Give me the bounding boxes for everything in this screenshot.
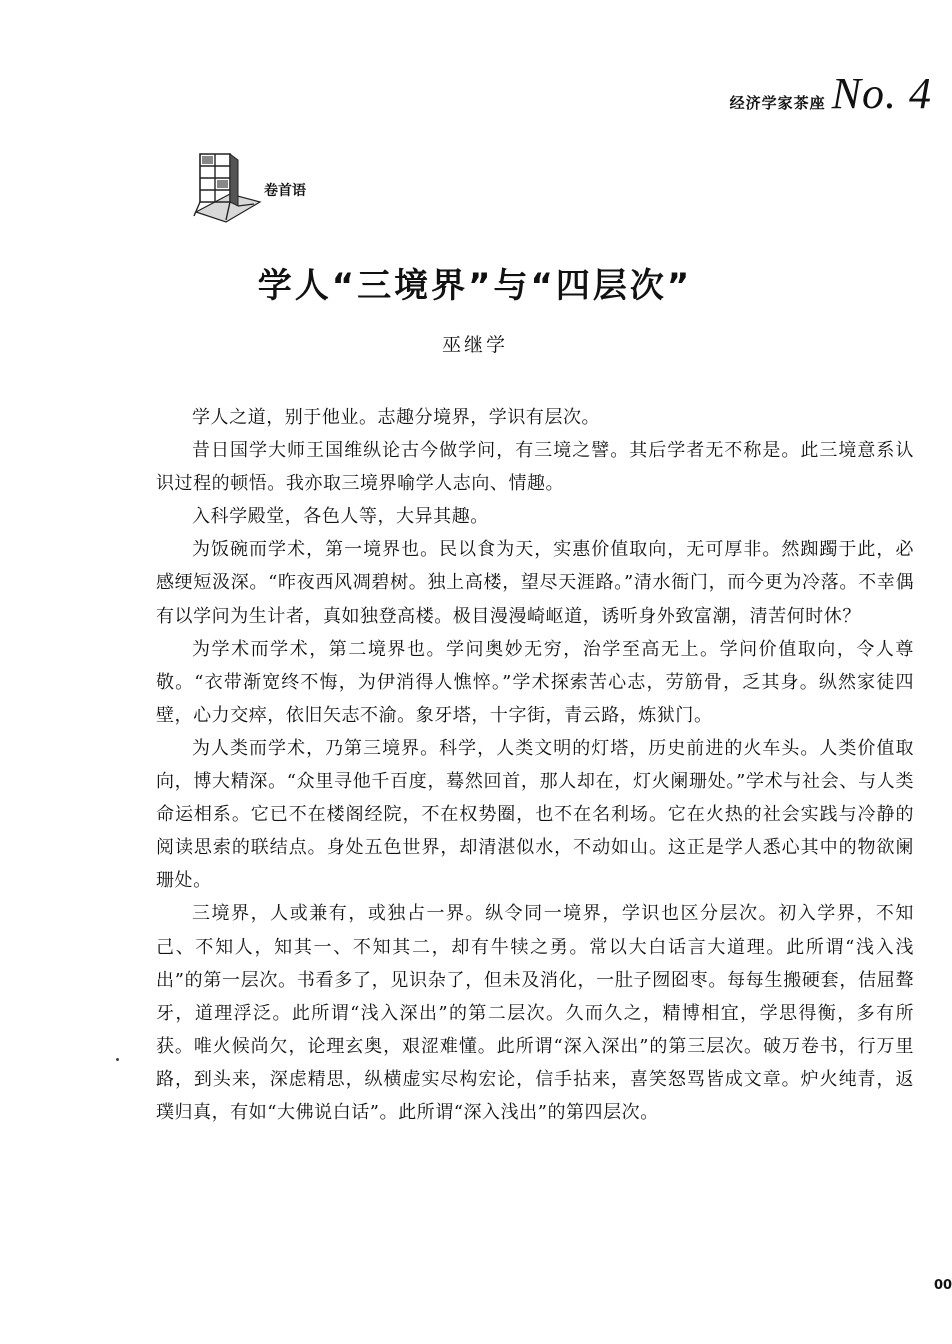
paragraph: 学人之道，别于他业。志趣分境界，学识有层次。: [192, 407, 601, 428]
paragraph: 为学术而学术，第二境界也。学问奥妙无穷，治学至高无上。学问价值取向，令人尊敬。“衣带渐宽终不悔，为伊消得人憔悴。”学术探索苦心志，劳筋骨，乏其身。纵然家徒四壁，心力交瘁，依旧矢志不渝。象牙塔，十字街，青云路，炼狱门。: [156, 638, 914, 726]
series-title: 经济学家茶座: [729, 94, 826, 112]
page-number: 00: [934, 1278, 952, 1293]
author-name: 巫继学: [441, 334, 508, 356]
article-title: 学人“三境界”与“四层次”: [257, 266, 693, 306]
paragraph: 昔日国学大师王国维纵论古今做学问，有三境之譬。其后学者无不称是。此三境意系认识过程的顿悟。我亦取三境界喻学人志向、情趣。: [156, 440, 914, 495]
paragraph: 为饭碗而学术，第一境界也。民以食为天，实惠价值取向，无可厚非。然踟躅于此，必感绠短汲深。“昨夜西风凋碧树。独上高楼，望尽天涯路。”清水衙门，而今更为冷落。不幸偶有以学问为生计者，真如独登高楼。极目漫漫崎岖道，诱听身外致富潮，清苦何时休？: [156, 539, 914, 627]
issue-number: No. 4: [831, 69, 932, 118]
paragraph: 为人类而学术，乃第三境界。科学，人类文明的灯塔，历史前进的火车头。人类价值取向，博大精深。“众里寻他千百度，蓦然回首，那人却在，灯火阑珊处。”学术与社会、与人类命运相系。它已不在楼阁经院，不在权势圈，也不在名利场。它在火热的社会实践与冷静的阅读思索的联结点。身处五色世界，却清湛似水，不动如山。这正是学人悉心其中的物欲阑珊处。: [156, 737, 914, 892]
column-logo-icon: [190, 150, 266, 226]
column-label: 卷首语: [264, 183, 306, 199]
paragraph: 入科学殿堂，各色人等，大异其趣。: [192, 506, 489, 528]
article-body: [156, 401, 914, 1129]
paragraph: 三境界，人或兼有，或独占一界。纵令同一境界，学识也区分层次。初入学界，不知己、不知人，知其一、不知其二，却有牛犊之勇。常以大白话言大道理。此所谓“浅入浅出”的第一层次。书看多了，见识杂了，但未及消化，一肚子囫囵枣。每每生搬硬套，佶屈聱牙，道理浮泛。此所谓“浅入深出”的第二层次。久而久之，精博相宜，学思得衡，多有所获。唯火候尚欠，论理玄奥，艰涩难懂。此所谓“深入深出”的第三层次。破万卷书，行万里路，到头来，深虑精思，纵横虚实尽构宏论，信手拈来，喜笑怒骂皆成文章。炉火纯青，返璞归真，有如“大佛说白话”。此所谓“深入浅出”的第四层次。: [156, 903, 914, 1123]
scan-speck: [116, 1058, 119, 1061]
running-header: [729, 69, 932, 118]
